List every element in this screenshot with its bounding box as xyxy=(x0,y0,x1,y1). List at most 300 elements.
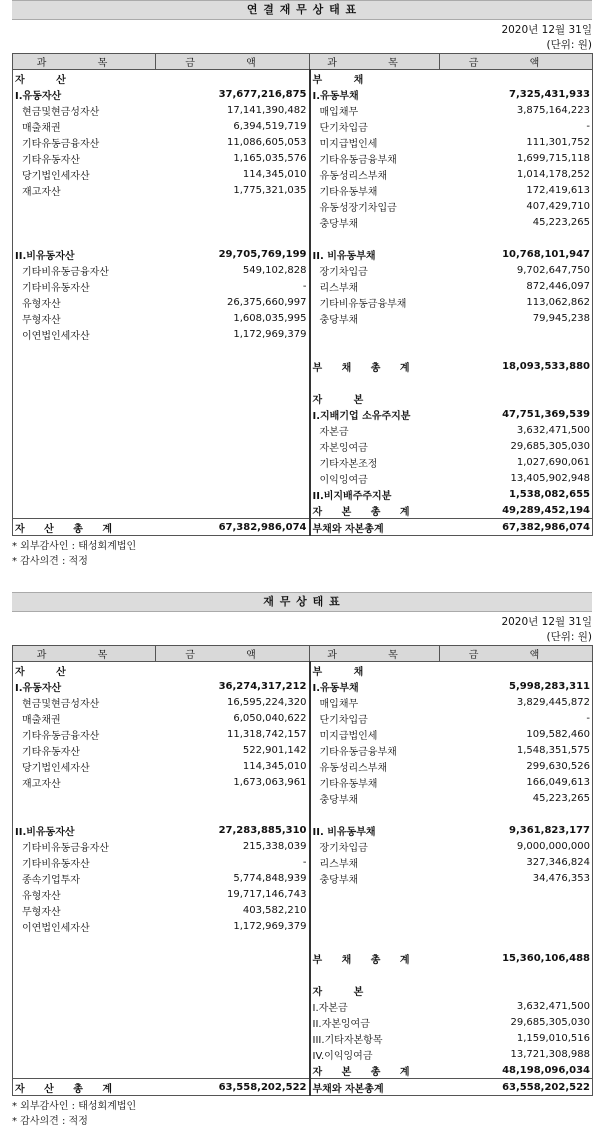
table-row xyxy=(13,870,593,886)
asset-amount xyxy=(156,1014,310,1030)
liability-equity-amount xyxy=(440,662,593,679)
table-row xyxy=(13,342,593,358)
liability-equity-amount: 48,198,096,034 xyxy=(440,1062,593,1079)
asset-item: 기타비유동자산 xyxy=(13,278,156,294)
liability-equity-amount: 29,685,305,030 xyxy=(440,1014,593,1030)
liability-equity-item xyxy=(310,806,440,822)
liability-equity-item: 기타자본조정 xyxy=(310,454,440,470)
table-row xyxy=(13,790,593,806)
table-row xyxy=(13,502,593,519)
table-row xyxy=(13,326,593,342)
liability-equity-amount: 872,446,097 xyxy=(440,278,593,294)
liability-equity-item xyxy=(310,374,440,390)
table-body xyxy=(13,662,593,1096)
liability-equity-item: II. 비유동부채 xyxy=(310,246,440,262)
balance-table xyxy=(12,645,593,1096)
liability-equity-amount: 1,538,082,655 xyxy=(440,486,593,502)
notes xyxy=(12,1099,592,1129)
asset-item xyxy=(13,982,156,998)
table-row xyxy=(13,662,593,679)
asset-amount: 403,582,210 xyxy=(156,902,310,918)
asset-amount xyxy=(156,806,310,822)
liability-equity-amount xyxy=(440,918,593,934)
liability-equity-item: 미지급법인세 xyxy=(310,134,440,150)
asset-amount xyxy=(156,214,310,230)
asset-amount: 37,677,216,875 xyxy=(156,86,310,102)
asset-item: 기타유동자산 xyxy=(13,742,156,758)
liability-equity-item: 미지급법인세 xyxy=(310,726,440,742)
asset-item xyxy=(13,934,156,950)
auditor-note: * 외부감사인 : 태성회계법인 xyxy=(12,1101,137,1112)
liability-equity-amount: - xyxy=(440,710,593,726)
liability-equity-item: 기타유동부채 xyxy=(310,774,440,790)
asset-amount: 27,283,885,310 xyxy=(156,822,310,838)
asset-amount: - xyxy=(156,854,310,870)
liability-equity-amount xyxy=(440,390,593,406)
asset-item xyxy=(13,1062,156,1079)
table-row xyxy=(13,950,593,966)
table-row xyxy=(13,678,593,694)
liability-equity-item: 자본잉여금 xyxy=(310,438,440,454)
asset-item: 무형자산 xyxy=(13,902,156,918)
asset-amount xyxy=(156,422,310,438)
asset-item: I.유동자산 xyxy=(13,678,156,694)
table-row xyxy=(13,134,593,150)
asset-amount: 1,172,969,379 xyxy=(156,918,310,934)
liability-equity-amount: 3,632,471,500 xyxy=(440,422,593,438)
table-row xyxy=(13,934,593,950)
liability-equity-item: II. 비유동부채 xyxy=(310,822,440,838)
liability-equity-item xyxy=(310,934,440,950)
table-row xyxy=(13,246,593,262)
table-row xyxy=(13,310,593,326)
table-row xyxy=(13,358,593,374)
asset-amount xyxy=(156,342,310,358)
liability-equity-amount: 9,702,647,750 xyxy=(440,262,593,278)
liability-equity-item: I.지배기업 소유주지분 xyxy=(310,406,440,422)
asset-item xyxy=(13,966,156,982)
liability-equity-item: II.비지배주주지분 xyxy=(310,486,440,502)
asset-item: 현금및현금성자산 xyxy=(13,694,156,710)
asset-item: 유형자산 xyxy=(13,294,156,310)
liability-equity-item: 장기차입금 xyxy=(310,262,440,278)
liability-equity-item: 유동성장기차입금 xyxy=(310,198,440,214)
asset-item xyxy=(13,358,156,374)
separate-balance-sheet xyxy=(12,592,592,1129)
table-row xyxy=(13,214,593,230)
liability-equity-amount xyxy=(440,326,593,342)
header-item: 과 목 xyxy=(13,646,156,662)
liability-equity-amount: 29,685,305,030 xyxy=(440,438,593,454)
table-row xyxy=(13,294,593,310)
asset-item: 기타비유동금융자산 xyxy=(13,838,156,854)
liability-equity-amount: 299,630,526 xyxy=(440,758,593,774)
asset-amount: 1,165,035,576 xyxy=(156,150,310,166)
liability-equity-amount: 407,429,710 xyxy=(440,198,593,214)
table-row xyxy=(13,710,593,726)
asset-item: 당기법인세자산 xyxy=(13,166,156,182)
notes xyxy=(12,539,592,569)
liability-equity-item: 단기차입금 xyxy=(310,118,440,134)
asset-amount xyxy=(156,390,310,406)
liability-equity-item: 충당부채 xyxy=(310,214,440,230)
asset-item xyxy=(13,390,156,406)
asset-item: 무형자산 xyxy=(13,310,156,326)
liability-equity-item: I.자본금 xyxy=(310,998,440,1014)
liability-equity-item: 유동성리스부채 xyxy=(310,758,440,774)
asset-item: 이연법인세자산 xyxy=(13,918,156,934)
asset-item xyxy=(13,438,156,454)
asset-amount xyxy=(156,198,310,214)
asset-item: 기타유동금융자산 xyxy=(13,134,156,150)
asset-item xyxy=(13,342,156,358)
table-row xyxy=(13,198,593,214)
liability-equity-item: 이익잉여금 xyxy=(310,470,440,486)
asset-item: 자 산 xyxy=(13,662,156,679)
liability-equity-item: 부채와 자본총계 xyxy=(310,1079,440,1096)
liability-equity-item xyxy=(310,886,440,902)
liability-equity-item: 부 채 xyxy=(310,70,440,87)
liability-equity-item: 자본금 xyxy=(310,422,440,438)
asset-amount xyxy=(156,374,310,390)
liability-equity-amount xyxy=(440,934,593,950)
asset-amount: 16,595,224,320 xyxy=(156,694,310,710)
table-row xyxy=(13,694,593,710)
header-amount: 금 액 xyxy=(156,54,310,70)
liability-equity-item: 충당부채 xyxy=(310,310,440,326)
asset-item xyxy=(13,1014,156,1030)
table-row xyxy=(13,519,593,536)
liability-equity-item: 부 채 xyxy=(310,662,440,679)
consolidated-balance-sheet xyxy=(12,0,592,569)
asset-item xyxy=(13,454,156,470)
liability-equity-item: 매입채무 xyxy=(310,102,440,118)
asset-amount xyxy=(156,982,310,998)
table-row xyxy=(13,230,593,246)
table-row xyxy=(13,854,593,870)
liability-equity-item: 자 본 총 계 xyxy=(310,1062,440,1079)
liability-equity-item xyxy=(310,342,440,358)
asset-item xyxy=(13,214,156,230)
liability-equity-item xyxy=(310,966,440,982)
asset-amount: 114,345,010 xyxy=(156,166,310,182)
liability-equity-item: 유동성리스부채 xyxy=(310,166,440,182)
table-row xyxy=(13,470,593,486)
asset-item: 종속기업투자 xyxy=(13,870,156,886)
liability-equity-amount xyxy=(440,966,593,982)
asset-item: 자 산 xyxy=(13,70,156,87)
table-row xyxy=(13,822,593,838)
asset-item xyxy=(13,1046,156,1062)
asset-amount xyxy=(156,1046,310,1062)
header-row xyxy=(13,646,593,662)
liability-equity-amount: 9,361,823,177 xyxy=(440,822,593,838)
asset-item xyxy=(13,486,156,502)
asset-item: 재고자산 xyxy=(13,182,156,198)
liability-equity-amount: 1,159,010,516 xyxy=(440,1030,593,1046)
liability-equity-amount: 3,875,164,223 xyxy=(440,102,593,118)
liability-equity-item: 기타유동금융부채 xyxy=(310,742,440,758)
liability-equity-amount xyxy=(440,902,593,918)
header-amount: 금 액 xyxy=(156,646,310,662)
asset-amount xyxy=(156,438,310,454)
liability-equity-item: 기타유동부채 xyxy=(310,182,440,198)
table-row xyxy=(13,166,593,182)
table-row xyxy=(13,886,593,902)
asset-item: 매출채권 xyxy=(13,118,156,134)
asset-item xyxy=(13,230,156,246)
liability-equity-item: II.자본잉여금 xyxy=(310,1014,440,1030)
table-row xyxy=(13,182,593,198)
asset-item xyxy=(13,1030,156,1046)
unit-label: (단위: 원) xyxy=(546,39,592,51)
table-row xyxy=(13,454,593,470)
table-row xyxy=(13,102,593,118)
table-row xyxy=(13,390,593,406)
table-row xyxy=(13,486,593,502)
liability-equity-amount: 79,945,238 xyxy=(440,310,593,326)
liability-equity-amount xyxy=(440,982,593,998)
table-row xyxy=(13,1046,593,1062)
liability-equity-amount: 7,325,431,933 xyxy=(440,86,593,102)
liability-equity-amount: 1,027,690,061 xyxy=(440,454,593,470)
asset-amount xyxy=(156,358,310,374)
liability-equity-item xyxy=(310,230,440,246)
table-row xyxy=(13,1062,593,1079)
liability-equity-item: 단기차입금 xyxy=(310,710,440,726)
asset-item: 이연법인세자산 xyxy=(13,326,156,342)
liability-equity-amount: - xyxy=(440,118,593,134)
table-row xyxy=(13,118,593,134)
table-row xyxy=(13,806,593,822)
liability-equity-amount: 1,014,178,252 xyxy=(440,166,593,182)
table-row xyxy=(13,758,593,774)
asset-amount xyxy=(156,454,310,470)
liability-equity-item: 기타비유동금융부채 xyxy=(310,294,440,310)
asset-amount: 11,086,605,053 xyxy=(156,134,310,150)
liability-equity-item: 리스부채 xyxy=(310,278,440,294)
liability-equity-item xyxy=(310,902,440,918)
table-row xyxy=(13,838,593,854)
asset-item xyxy=(13,198,156,214)
table-row xyxy=(13,966,593,982)
unit-label: (단위: 원) xyxy=(546,631,592,643)
asset-item: 재고자산 xyxy=(13,774,156,790)
table-row xyxy=(13,918,593,934)
asset-item: 자 산 총 계 xyxy=(13,519,156,536)
asset-amount: 1,172,969,379 xyxy=(156,326,310,342)
asset-item xyxy=(13,470,156,486)
asset-amount: 5,774,848,939 xyxy=(156,870,310,886)
liability-equity-item: III.기타자본항목 xyxy=(310,1030,440,1046)
asset-amount: - xyxy=(156,278,310,294)
liability-equity-amount: 1,548,351,575 xyxy=(440,742,593,758)
liability-equity-amount: 13,405,902,948 xyxy=(440,470,593,486)
asset-item: I.유동자산 xyxy=(13,86,156,102)
table-row xyxy=(13,1079,593,1096)
liability-equity-amount: 47,751,369,539 xyxy=(440,406,593,422)
asset-amount xyxy=(156,230,310,246)
table-row xyxy=(13,742,593,758)
table-row xyxy=(13,406,593,422)
asset-item xyxy=(13,374,156,390)
asset-item xyxy=(13,806,156,822)
asset-item: 유형자산 xyxy=(13,886,156,902)
table-row xyxy=(13,726,593,742)
table-row xyxy=(13,982,593,998)
asset-amount: 1,673,063,961 xyxy=(156,774,310,790)
liability-equity-amount xyxy=(440,374,593,390)
asset-amount: 6,050,040,622 xyxy=(156,710,310,726)
liability-equity-item: 기타유동금융부채 xyxy=(310,150,440,166)
asset-amount: 1,608,035,995 xyxy=(156,310,310,326)
asset-amount xyxy=(156,934,310,950)
table-row xyxy=(13,86,593,102)
table-row xyxy=(13,774,593,790)
asset-item: 당기법인세자산 xyxy=(13,758,156,774)
liability-equity-amount: 10,768,101,947 xyxy=(440,246,593,262)
liability-equity-item: 자 본 총 계 xyxy=(310,502,440,519)
asset-amount: 114,345,010 xyxy=(156,758,310,774)
liability-equity-amount: 109,582,460 xyxy=(440,726,593,742)
asset-amount: 11,318,742,157 xyxy=(156,726,310,742)
liability-equity-amount: 1,699,715,118 xyxy=(440,150,593,166)
asset-item xyxy=(13,998,156,1014)
asset-item xyxy=(13,950,156,966)
table-row xyxy=(13,262,593,278)
asset-item: 현금및현금성자산 xyxy=(13,102,156,118)
asset-amount xyxy=(156,406,310,422)
asset-amount xyxy=(156,502,310,519)
asset-amount: 67,382,986,074 xyxy=(156,519,310,536)
header-amount: 금 액 xyxy=(440,646,593,662)
asset-amount xyxy=(156,486,310,502)
table-row xyxy=(13,1014,593,1030)
liability-equity-amount: 45,223,265 xyxy=(440,214,593,230)
asset-amount: 522,901,142 xyxy=(156,742,310,758)
asset-amount: 26,375,660,997 xyxy=(156,294,310,310)
liability-equity-item: IV.이익잉여금 xyxy=(310,1046,440,1062)
liability-equity-amount: 5,998,283,311 xyxy=(440,678,593,694)
liability-equity-amount xyxy=(440,70,593,87)
liability-equity-item xyxy=(310,918,440,934)
liability-equity-amount: 63,558,202,522 xyxy=(440,1079,593,1096)
header-amount: 금 액 xyxy=(440,54,593,70)
liability-equity-amount: 15,360,106,488 xyxy=(440,950,593,966)
asset-amount: 29,705,769,199 xyxy=(156,246,310,262)
table-row xyxy=(13,998,593,1014)
asset-amount xyxy=(156,950,310,966)
liability-equity-item: I.유동부채 xyxy=(310,86,440,102)
asset-item: 기타비유동자산 xyxy=(13,854,156,870)
asset-item: 기타비유동금융자산 xyxy=(13,262,156,278)
report-date: 2020년 12월 31일 xyxy=(501,616,592,628)
asset-item: 기타유동금융자산 xyxy=(13,726,156,742)
liability-equity-amount xyxy=(440,886,593,902)
liability-equity-item: 자 본 xyxy=(310,390,440,406)
asset-item: 자 산 총 계 xyxy=(13,1079,156,1096)
liability-equity-item xyxy=(310,326,440,342)
liability-equity-amount: 113,062,862 xyxy=(440,294,593,310)
table-row xyxy=(13,70,593,87)
header-row xyxy=(13,54,593,70)
table-body xyxy=(13,70,593,536)
header-item: 과 목 xyxy=(310,54,440,70)
liability-equity-amount: 3,632,471,500 xyxy=(440,998,593,1014)
liability-equity-amount: 34,476,353 xyxy=(440,870,593,886)
liability-equity-amount: 172,419,613 xyxy=(440,182,593,198)
liability-equity-amount: 45,223,265 xyxy=(440,790,593,806)
table-row xyxy=(13,278,593,294)
liability-equity-item: 리스부채 xyxy=(310,854,440,870)
asset-item xyxy=(13,790,156,806)
header-item: 과 목 xyxy=(13,54,156,70)
asset-amount: 17,141,390,482 xyxy=(156,102,310,118)
liability-equity-amount: 111,301,752 xyxy=(440,134,593,150)
table-row xyxy=(13,438,593,454)
liability-equity-amount: 18,093,533,880 xyxy=(440,358,593,374)
asset-amount: 19,717,146,743 xyxy=(156,886,310,902)
liability-equity-item: 충당부채 xyxy=(310,790,440,806)
table-row xyxy=(13,422,593,438)
asset-item: 기타유동자산 xyxy=(13,150,156,166)
liability-equity-item: 장기차입금 xyxy=(310,838,440,854)
asset-amount xyxy=(156,662,310,679)
asset-item xyxy=(13,406,156,422)
asset-item xyxy=(13,422,156,438)
asset-amount xyxy=(156,966,310,982)
table-row xyxy=(13,374,593,390)
asset-amount xyxy=(156,470,310,486)
asset-amount xyxy=(156,998,310,1014)
header-item: 과 목 xyxy=(310,646,440,662)
report-date: 2020년 12월 31일 xyxy=(501,24,592,36)
table-row xyxy=(13,902,593,918)
liability-equity-item: 매입채무 xyxy=(310,694,440,710)
table-row xyxy=(13,1030,593,1046)
liability-equity-amount: 166,049,613 xyxy=(440,774,593,790)
balance-table xyxy=(12,53,593,536)
asset-item: II.비유동자산 xyxy=(13,822,156,838)
sheet-title: 연 결 재 무 상 태 표 xyxy=(12,0,592,20)
asset-amount: 36,274,317,212 xyxy=(156,678,310,694)
liability-equity-amount: 13,721,308,988 xyxy=(440,1046,593,1062)
asset-amount: 215,338,039 xyxy=(156,838,310,854)
liability-equity-amount xyxy=(440,342,593,358)
liability-equity-item: 충당부채 xyxy=(310,870,440,886)
asset-amount xyxy=(156,790,310,806)
liability-equity-amount xyxy=(440,230,593,246)
audit-opinion-note: * 감사의견 : 적정 xyxy=(12,556,88,567)
liability-equity-item: I.유동부채 xyxy=(310,678,440,694)
asset-amount xyxy=(156,1030,310,1046)
liability-equity-amount: 9,000,000,000 xyxy=(440,838,593,854)
liability-equity-amount: 49,289,452,194 xyxy=(440,502,593,519)
asset-amount xyxy=(156,1062,310,1079)
sheet-title: 재 무 상 태 표 xyxy=(12,592,592,612)
asset-item xyxy=(13,502,156,519)
asset-amount: 1,775,321,035 xyxy=(156,182,310,198)
liability-equity-item: 부 채 총 계 xyxy=(310,358,440,374)
liability-equity-amount xyxy=(440,806,593,822)
auditor-note: * 외부감사인 : 태성회계법인 xyxy=(12,541,137,552)
asset-amount xyxy=(156,70,310,87)
liability-equity-item: 자 본 xyxy=(310,982,440,998)
table-row xyxy=(13,150,593,166)
liability-equity-amount: 3,829,445,872 xyxy=(440,694,593,710)
audit-opinion-note: * 감사의견 : 적정 xyxy=(12,1116,88,1127)
liability-equity-amount: 67,382,986,074 xyxy=(440,519,593,536)
